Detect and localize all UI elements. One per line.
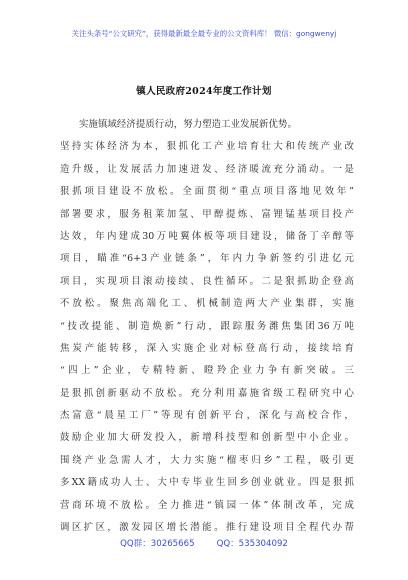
- body-line: 鼓励企业加大研发投入，新增科技型和创新型中小企业。: [60, 432, 354, 444]
- body-line: 造升级，让发展活力加速迸发、经济暖流充分涌动。一是: [60, 163, 354, 175]
- body-line: “四上”企业，专精特新、瞪羚企业力争有新突破。三: [60, 365, 354, 377]
- body-line: 调区扩区，激发园区增长潜能。推行建设项目全程代办帮: [60, 522, 354, 534]
- body-line: 多XX籍成功人士、大中专毕业生回乡创业就业。四是狠抓: [60, 477, 354, 489]
- body-line: 达效，年内建成30万吨翼体板等项目建设，储备丁辛醇等: [60, 230, 354, 242]
- body-line: 部署要求，服务租莱加氢、甲醇提炼、富锂锰基项目投产: [60, 208, 354, 220]
- body-line: 焦炭产能转移，深入实施企业对标登高行动，接续培育: [60, 342, 354, 354]
- body-line: 是狠抓创新驱动不放松。充分利用嘉施省级工程研究中心: [60, 387, 354, 399]
- body-line: 营商环境不放松。全力推进“镇园一体”体制改革，完成: [60, 499, 354, 511]
- header-promo-note: 关注头条号“公文研究”，获得最新最全最专业的公文资料库！ 微信：gongwenyj: [71, 29, 337, 38]
- body-line: 围绕产业急需人才，大力实施“榴枣归乡”工程，吸引更: [60, 454, 354, 466]
- body-line: 项目，瞄准“6+3产业链条”，年内力争新签约引进亿元: [60, 253, 354, 265]
- footer-qq-group: QQ群：30265665: [120, 539, 195, 549]
- footer-contacts: [0, 537, 408, 549]
- body-line: 狠抓项目建设不放松。全面贯彻“重点项目落地见效年”: [60, 186, 354, 198]
- body-line: 实施镇域经济提质行动，努力塑造工业发展新优势。: [79, 119, 297, 130]
- document-title: 镇人民政府2024年度工作计划: [136, 86, 272, 97]
- body-line: 杰富意“晨星工厂”等现有创新平台，深化与高校合作，: [60, 410, 354, 422]
- body-line: 项目，实现项目滚动接续、良性循环。二是狠抓助企登高: [60, 275, 354, 287]
- body-line: 不放松。聚焦高端化工、机械制造两大产业集群，实施: [60, 298, 354, 310]
- body-line: “技改提能、制造焕新”行动，跟踪服务潍焦集团36万吨: [60, 320, 354, 332]
- body-line: 坚持实体经济为本，狠抓化工产业培育壮大和传统产业改: [60, 141, 354, 153]
- document-body: [60, 114, 354, 539]
- footer-qq-number: QQ：535304092: [216, 539, 288, 549]
